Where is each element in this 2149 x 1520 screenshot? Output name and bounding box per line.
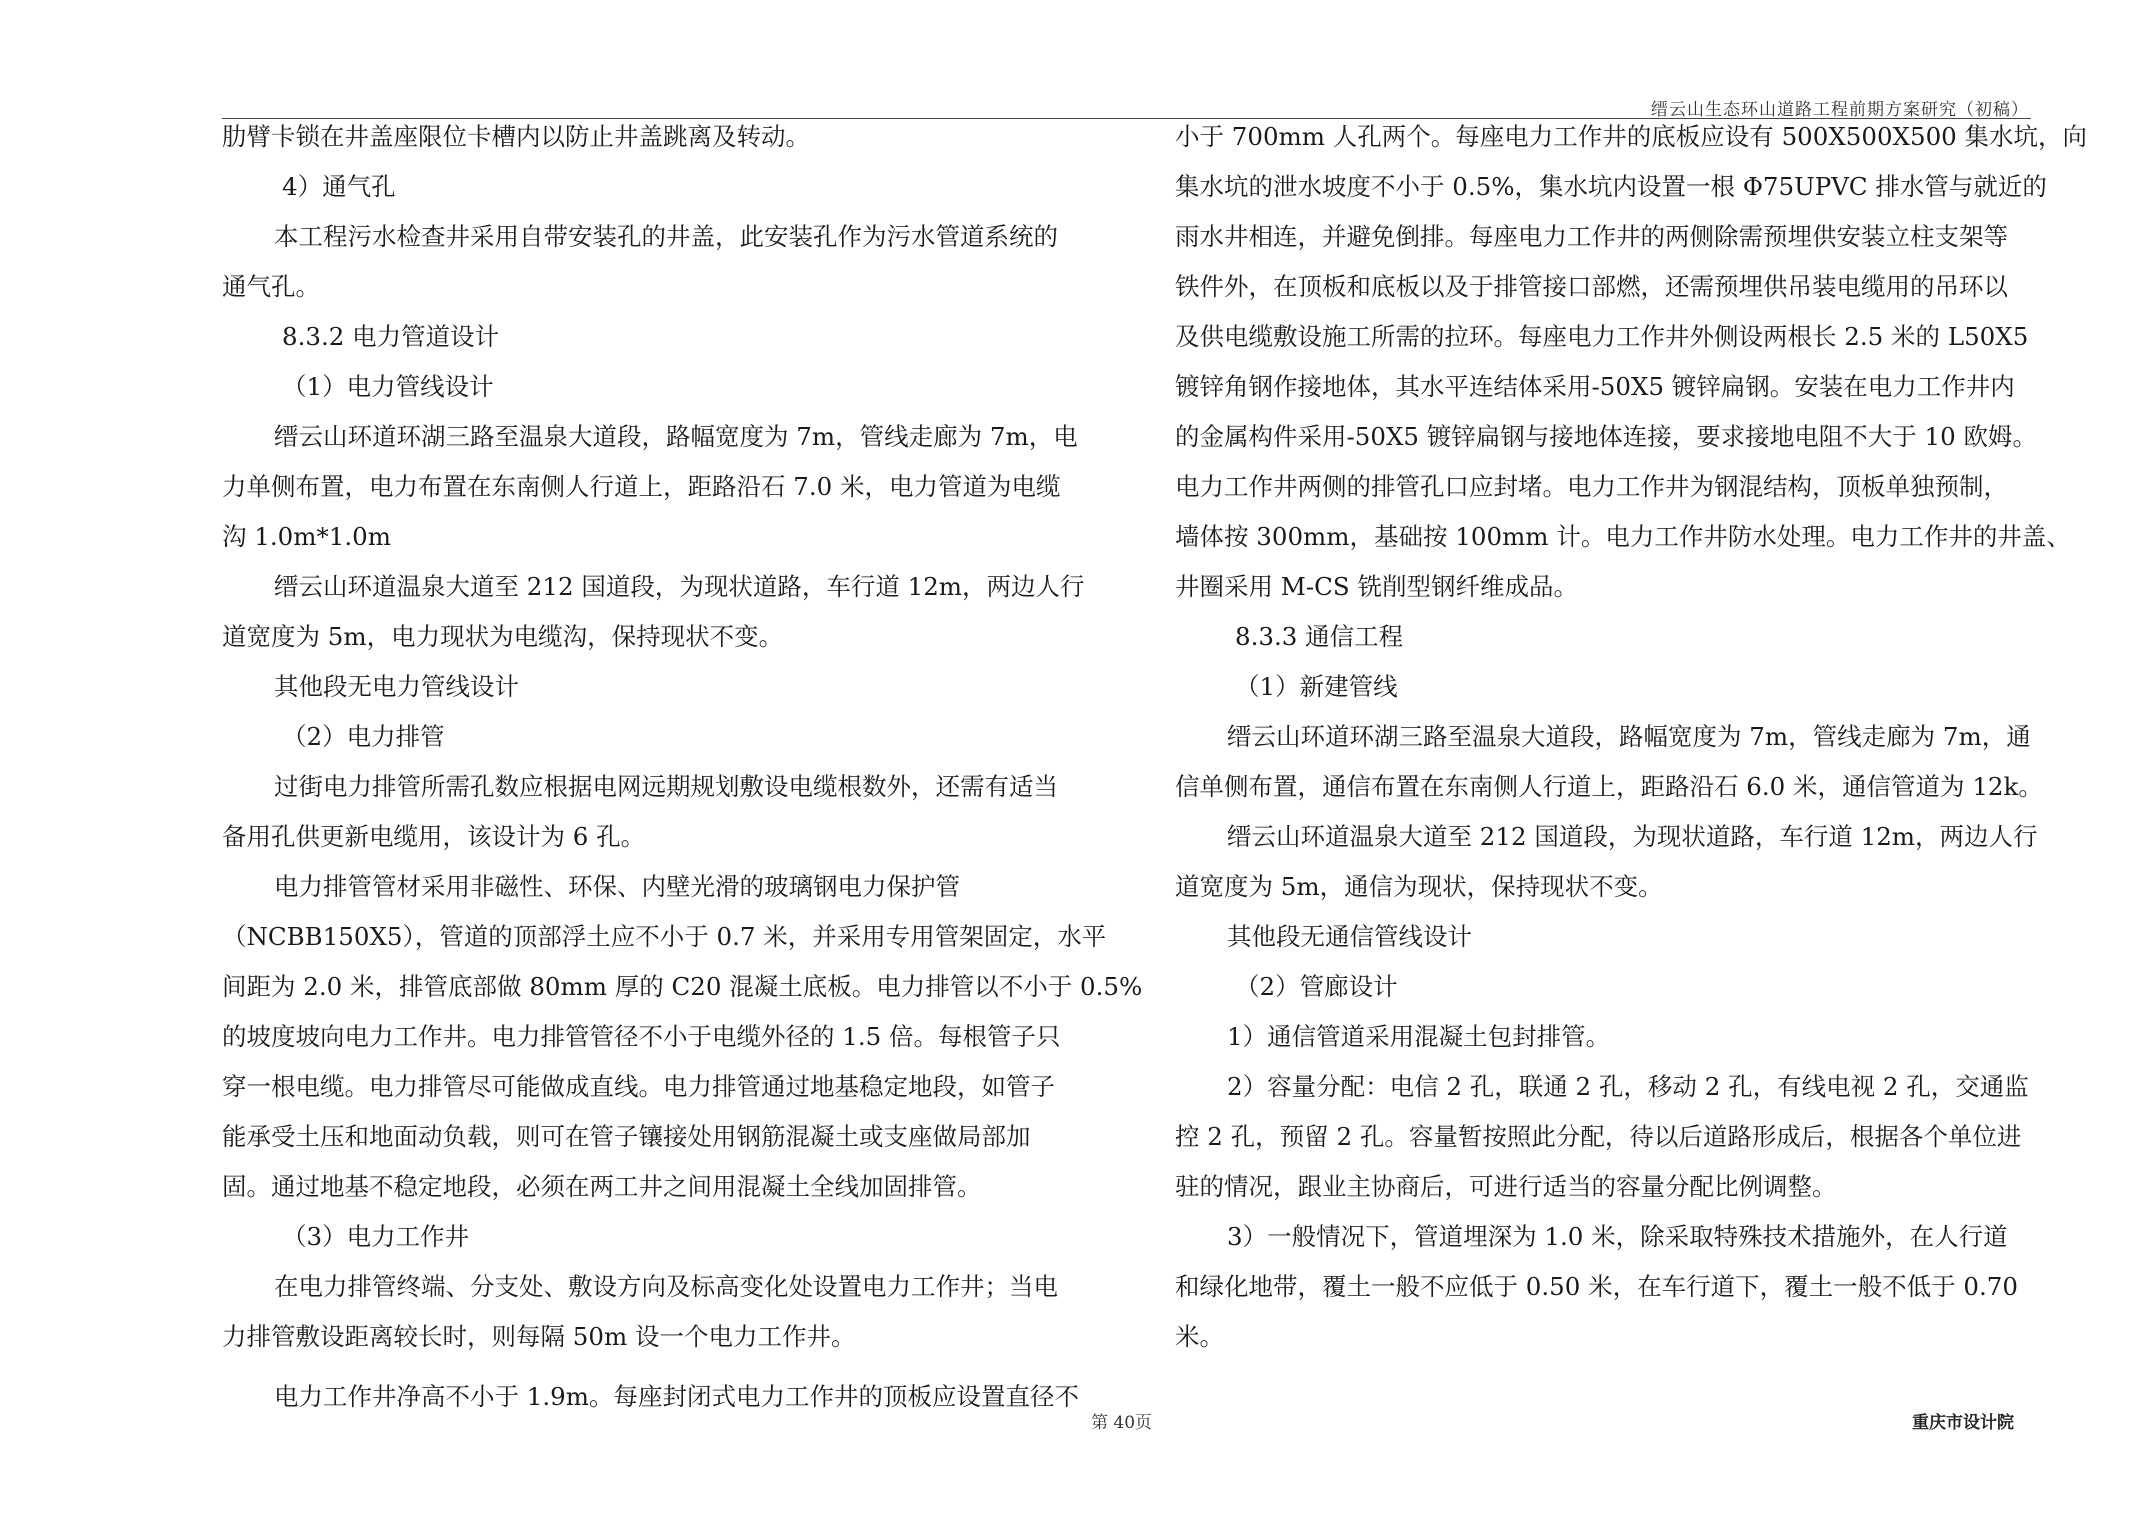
header-title: 缙云山生态环山道路工程前期方案研究（初稿） [1651,100,2029,120]
section-heading: 8.3.2 电力管道设计 [282,322,500,351]
paragraph-line: 肋臂卡锁在井盖座限位卡槽内以防止井盖跳离及转动。 [222,122,810,151]
subheading: （1）新建管线 [1235,672,1398,701]
paragraph-line: 驻的情况，跟业主协商后，可进行适当的容量分配比例调整。 [1175,1172,1837,1201]
paragraph-line: 集水坑的泄水坡度不小于 0.5%，集水坑内设置一根 Φ75UPVC 排水管与就近的 [1175,172,2047,201]
paragraph-line: 铁件外，在顶板和底板以及于排管接口部燃，还需预埋供吊装电缆用的吊环以 [1175,272,2008,301]
paragraph-line: 小于 700mm 人孔两个。每座电力工作井的底板应设有 500X500X500 集水坑，向 [1175,122,2088,151]
paragraph-line: 过街电力排管所需孔数应根据电网远期规划敷设电缆根数外，还需有适当 [274,772,1058,801]
paragraph-line: 雨水井相连，并避免倒排。每座电力工作井的两侧除需预埋供安装立柱支架等 [1175,222,2008,251]
paragraph-line: 的金属构件采用-50X5 镀锌扁钢与接地体连接，要求接地电阻不大于 10 欧姆。 [1175,422,2038,451]
paragraph-line: 缙云山环道温泉大道至 212 国道段，为现状道路，车行道 12m，两边人行 [274,572,1085,601]
paragraph-line: 本工程污水检查井采用自带安装孔的井盖，此安装孔作为污水管道系统的 [274,222,1058,251]
paragraph-line: 2）容量分配：电信 2 孔，联通 2 孔，移动 2 孔，有线电视 2 孔，交通监 [1227,1072,2029,1101]
subheading: （2）电力排管 [282,722,445,751]
paragraph-line: 在电力排管终端、分支处、敷设方向及标高变化处设置电力工作井；当电 [274,1272,1058,1301]
paragraph-line: 控 2 孔，预留 2 孔。容量暂按照此分配，待以后道路形成后，根据各个单位进 [1175,1122,2022,1151]
subheading: （2）管廊设计 [1235,972,1398,1001]
paragraph-line: 间距为 2.0 米，排管底部做 80mm 厚的 C20 混凝土底板。电力排管以不小于 0.5% [222,972,1143,1001]
paragraph-line: 和绿化地带，覆土一般不应低于 0.50 米，在车行道下，覆土一般不低于 0.70 [1175,1272,2018,1301]
paragraph-line: 穿一根电缆。电力排管尽可能做成直线。电力排管通过地基稳定地段，如管子 [222,1072,1055,1101]
paragraph-line: 其他段无通信管线设计 [1227,922,1472,951]
paragraph-line: 缙云山环道环湖三路至温泉大道段，路幅宽度为 7m，管线走廊为 7m，电 [274,422,1078,451]
subheading: （1）电力管线设计 [282,372,494,401]
paragraph-line: 备用孔供更新电缆用，该设计为 6 孔。 [222,822,646,851]
paragraph-line: 电力工作井两侧的排管孔口应封堵。电力工作井为钢混结构，顶板单独预制， [1175,472,2008,501]
right-column [1175,112,2088,1362]
section-heading: 8.3.3 通信工程 [1235,622,1404,651]
paragraph-line: 力排管敷设距离较长时，则每隔 50m 设一个电力工作井。 [222,1322,856,1351]
left-column [222,112,1143,1422]
paragraph-line: 能承受土压和地面动负载，则可在管子镶接处用钢筋混凝土或支座做局部加 [222,1122,1031,1151]
page-number: 第 40页 [1091,1413,1153,1433]
paragraph-line: 米。 [1175,1322,1224,1351]
paragraph-line: 沟 1.0m*1.0m [222,522,391,551]
paragraph-line: 其他段无电力管线设计 [274,672,519,701]
paragraph-line: 电力排管管材采用非磁性、环保、内壁光滑的玻璃钢电力保护管 [274,872,960,901]
subheading: 4）通气孔 [282,172,396,201]
paragraph-line: （NCBB150X5），管道的顶部浮土应不小于 0.7 米，并采用专用管架固定，水平 [222,922,1107,951]
paragraph-line: 缙云山环道环湖三路至温泉大道段，路幅宽度为 7m，管线走廊为 7m，通 [1227,722,2031,751]
paragraph-line: 及供电缆敷设施工所需的拉环。每座电力工作井外侧设两根长 2.5 米的 L50X5 [1175,322,2029,351]
paragraph-line: 电力工作井净高不小于 1.9m。每座封闭式电力工作井的顶板应设置直径不 [274,1382,1079,1411]
paragraph-line: 道宽度为 5m，通信为现状，保持现状不变。 [1175,872,1663,901]
subheading: （3）电力工作井 [282,1222,470,1251]
paragraph-line: 镀锌角钢作接地体，其水平连结体采用-50X5 镀锌扁钢。安装在电力工作井内 [1175,372,2015,401]
paragraph-line: 固。通过地基不稳定地段，必须在两工井之间用混凝土全线加固排管。 [222,1172,982,1201]
paragraph-line: 的坡度坡向电力工作井。电力排管管径不小于电缆外径的 1.5 倍。每根管子只 [222,1022,1061,1051]
paragraph-line: 井圈采用 M-CS 铣削型钢纤维成品。 [1175,572,1578,601]
paragraph-line: 1）通信管道采用混凝土包封排管。 [1227,1022,1611,1051]
paragraph-line: 缙云山环道温泉大道至 212 国道段，为现状道路，车行道 12m，两边人行 [1227,822,2038,851]
paragraph-gap [222,1362,1082,1372]
paragraph-line: 力单侧布置，电力布置在东南侧人行道上，距路沿石 7.0 米，电力管道为电缆 [222,472,1061,501]
paragraph-line: 信单侧布置，通信布置在东南侧人行道上，距路沿石 6.0 米，通信管道为 12k。 [1175,772,2043,801]
paragraph-line: 道宽度为 5m，电力现状为电缆沟，保持现状不变。 [222,622,784,651]
paragraph-line: 通气孔。 [222,272,320,301]
paragraph-line: 3）一般情况下，管道埋深为 1.0 米，除采取特殊技术措施外，在人行道 [1227,1222,2008,1251]
paragraph-line: 墙体按 300mm，基础按 100mm 计。电力工作井防水处理。电力工作井的井盖、 [1175,522,2071,551]
organization-name: 重庆市设计院 [1912,1413,2014,1433]
